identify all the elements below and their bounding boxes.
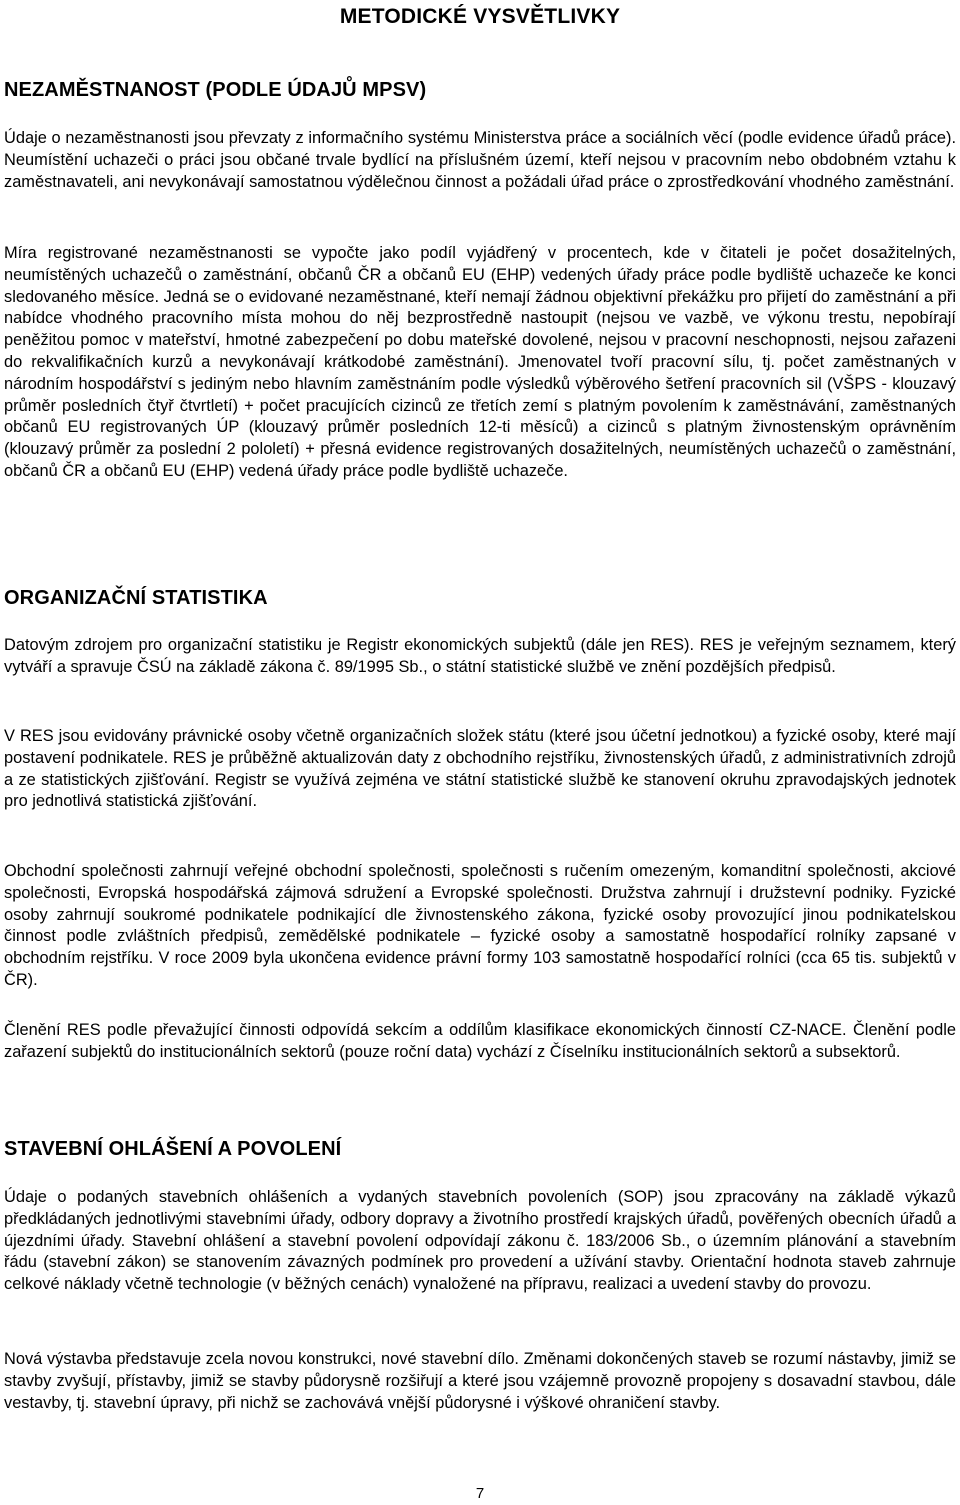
section-heading-building-permits: STAVEBNÍ OHLÁŠENÍ A POVOLENÍ bbox=[4, 1138, 342, 1160]
organizational-paragraph-1: Datovým zdrojem pro organizační statistiku je Registr ekonomických subjektů (dále jen RES). RES je veřejným seznamem, který vytváří a spravuje ČSÚ na základě zákona č. 89/1995 Sb., o státní statistické službě ve znění pozdějších předpisů. bbox=[4, 636, 956, 676]
building-paragraph-1: Údaje o podaných stavebních ohlášeních a vydaných stavebních povoleních (SOP) jsou zpracovány na základě výkazů předkládaných jednotlivými stavebními úřady, odbory dopravy a životního prostředí krajských úřadů, pověřených obecních úřadů a újezdními úřady. Stavební ohlášení a stavební povolení odpovídají zákonu č. 183/2006 Sb., o územním plánování a stavebním řádu (stavební zákon) se stanovením závazných podmínek pro provedení a užívání stavby. Orientační hodnota staveb zahrnuje celkové náklady včetně technologie (v běžných cenách) vynaložené na přípravu, realizaci a uvedení stavby do provozu. bbox=[4, 1188, 956, 1294]
section-heading-organizational-statistics: ORGANIZAČNÍ STATISTIKA bbox=[4, 587, 268, 609]
organizational-paragraph-2: V RES jsou evidovány právnické osoby včetně organizačních složek státu (které jsou účetní jednotkou) a fyzické osoby, které mají postavení podnikatele. RES je průběžně aktualizován daty z obchodního rejstříku, živnostenských úřadů, z administrativních zdrojů a ze statistických zjišťování. Registr se využívá zejména ve státní statistické službě ke stanovení okruhu zpravodajských jednotek pro jednotlivá statistická zjišťování. bbox=[4, 727, 956, 811]
unemployment-paragraph-2: Míra registrované nezaměstnanosti se vypočte jako podíl vyjádřený v procentech, kde v čitateli je počet dosažitelných, neumístěných uchazečů o zaměstnání, občanů ČR a občanů EU (EHP) vedených úřady práce podle bydliště uchazeče ke konci sledovaného měsíce. Jedná se o evidované nezaměstnané, kteří nemají žádnou objektivní překážku pro přijetí do zaměstnání a při nabídce vhodného pracovního místa mohou do něj bezprostředně nastoupit (nejsou ve vazbě, ve výkonu trestu, nepobírají peněžitou pomoc v mateřství, hmotné zabezpečení po dobu mateřské dovolené, nejsou v pracovní neschopnosti, nejsou zařazeni do rekvalifikačních kurzů a nevykonávají krátkodobé zaměstnání). Jmenovatel tvoří pracovní sílu, tj. počet zaměstnaných v národním hospodářství s jediným nebo hlavním zaměstnáním podle výsledků výběrového šetření pracovních sil (VŠPS - klouzavý průměr posledních čtyř čtvrtletí) + počet pracujících cizinců ze třetích zemí s platným povolením k zaměstnávání, zaměstnaných občanů EU registrovaných ÚP (klouzavý průměr posledních 12-ti měsíců) a cizinců s platným živnostenským oprávněním (klouzavý průměr za poslední 2 pololetí) + přesná evidence registrovaných dosažitelných, neumístěných uchazečů o zaměstnání, občanů ČR a občanů EU (EHP) vedená úřady práce podle bydliště uchazeče. bbox=[4, 244, 956, 480]
building-paragraph-2: Nová výstavba představuje zcela novou konstrukci, nové stavební dílo. Změnami dokončených staveb se rozumí nástavby, jimiž se stavby zvyšují, přístavby, jimiž se stavby půdorysně rozšiřují a které jsou vzájemně provozně propojeny s dosavadní stavbou, dále vestavby, tj. stavební úpravy, při nichž se zachovává vnější půdorysné i výškové ohraničení stavby. bbox=[4, 1350, 956, 1412]
page-number: 7 bbox=[475, 1485, 485, 1502]
page-title: METODICKÉ VYSVĚTLIVKY bbox=[339, 5, 621, 28]
organizational-paragraph-4: Členění RES podle převažující činnosti odpovídá sekcím a oddílům klasifikace ekonomických činností CZ-NACE. Členění podle zařazení subjektů do institucionálních sektorů (pouze roční data) vychází z Číselníku institucionálních sektorů a subsektorů. bbox=[4, 1021, 956, 1061]
section-heading-unemployment: NEZAMĚSTNANOST (PODLE ÚDAJŮ MPSV) bbox=[4, 79, 427, 101]
unemployment-paragraph-1: Údaje o nezaměstnanosti jsou převzaty z informačního systému Ministerstva práce a sociálních věcí (podle evidence úřadů práce). Neumístění uchazeči o práci jsou občané trvale bydlící na příslušném území, kteří nejsou v pracovním nebo obdobném vztahu k zaměstnavateli, ani nevykonávají samostatnou výdělečnou činnost a požádali úřad práce o zprostředkování vhodného zaměstnání. bbox=[4, 129, 956, 191]
organizational-paragraph-3: Obchodní společnosti zahrnují veřejné obchodní společnosti, společnosti s ručením omezeným, komanditní společnosti, akciové společnosti, Evropská hospodářská zájmová sdružení a Evropské společnosti. Družstva zahrnují i družstevní podniky. Fyzické osoby zahrnují soukromé podnikatele podnikající dle živnostenského zákona, fyzické osoby provozující jinou podnikatelskou činnost podle zvláštních předpisů, zemědělské podnikatele – fyzické osoby a samostatně hospodařící rolníky zapsané v obchodním rejstříku. V roce 2009 byla ukončena evidence právní formy 103 samostatně hospodařící rolníci (cca 65 tis. subjektů v ČR). bbox=[4, 862, 956, 989]
